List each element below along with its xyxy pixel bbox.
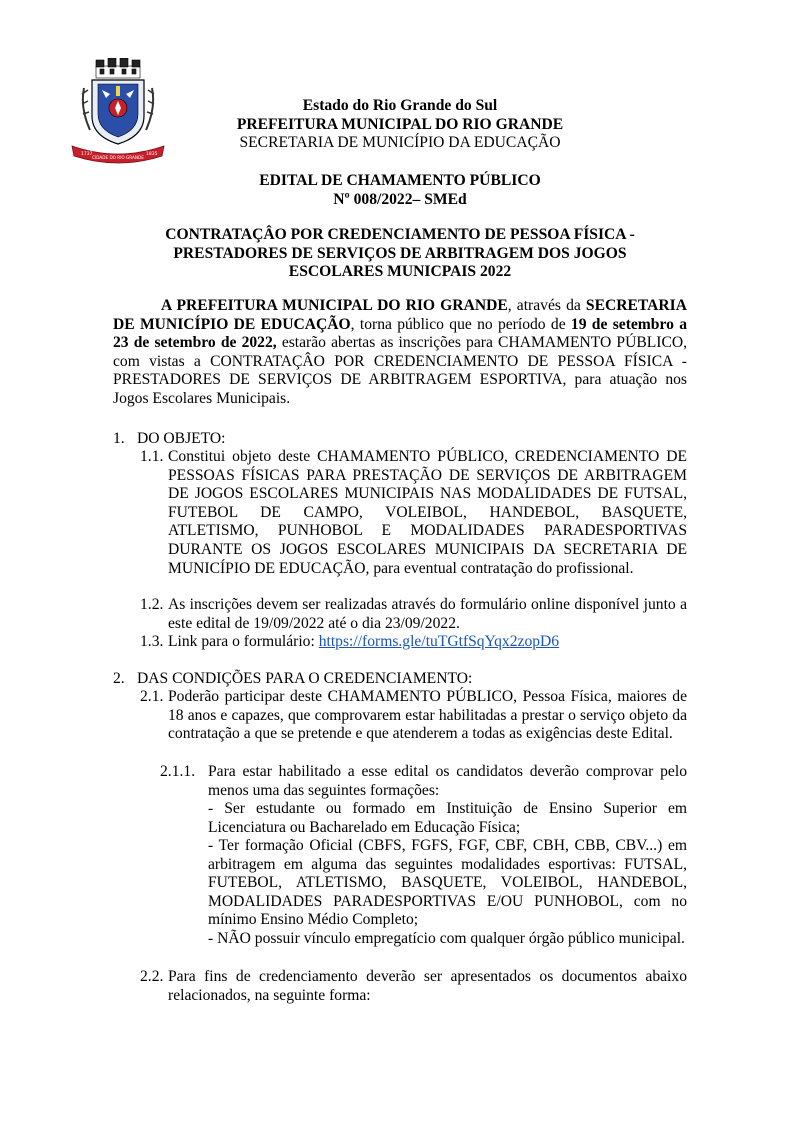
item-text: Constitui objeto deste CHAMAMENTO PÚBLICO, CREDENCIAMENTO DE PESSOAS FÍSICAS PARA PRESTAÇÃO DE SERVIÇOS DE ARBITRAGEM DE JOGOS ESCOLARES MUNICIPAIS NAS MODALIDADES DE FUTSAL, FUTEBOL DE CAMPO, VOLEIBOL, HANDEBOL, BASQUETE, ATLETISMO, PUNHOBOL E MODALIDADES PARADESPORTIVAS DURANTE OS JOGOS ESCOLARES MUNICIPAIS DA SECRETARIA DE MUNICÍPIO DE EDUCAÇÃO, para eventual contratação do profissional. [168, 448, 687, 577]
intro-text-1: , através da [507, 297, 586, 314]
item-number: 1.1. [140, 448, 164, 465]
section-number: 2. [113, 670, 125, 687]
edital-title [150, 172, 650, 209]
header-secretaria: SECRETARIA DE MUNICÍPIO DA EDUCAÇÃO [239, 134, 561, 151]
intro-bold-dates: 19 de setembro a 23 de setembro de 2022, [113, 315, 687, 352]
item-text: Para estar habilitado a esse edital os candidatos deverão comprovar pelo menos uma das seguintes formações: [208, 763, 687, 799]
requirement-bullet: - Ter formação Oficial (CBFS, FGFS, FGF, CBF, CBH, CBB, CBV...) em arbitragem em alguma das seguintes modalidades esportivas: FUTSAL, FUTEBOL, ATLETISMO, BASQUETE, VOLEIBOL, HANDEBOL, MODALIDADES PARADESPORTIVAS E/OU PUNHOBOL, com no mínimo Ensino Médio Completo; [208, 837, 687, 929]
item-text-label: Link para o formulário: [168, 633, 319, 650]
edital-title-line1: EDITAL DE CHAMAMENTO PÚBLICO [259, 172, 541, 189]
form-link[interactable]: https://forms.gle/tuTGtfSqYqx2zopD6 [318, 633, 560, 650]
item-text: Para fins de credenciamento deverão ser apresentados os documentos abaixo relacionados, na seguinte forma: [168, 968, 687, 1004]
edital-subject [130, 226, 670, 282]
item-2-1 [140, 688, 687, 744]
header-state: Estado do Rio Grande do Sul [302, 97, 498, 114]
item-text [168, 633, 687, 652]
item-1-1 [140, 448, 687, 578]
item-number: 2.2. [140, 968, 164, 985]
item-text: Poderão participar deste CHAMAMENTO PÚBLICO, Pessoa Física, maiores de 18 anos e capazes, que comprovarem estar habilitadas a prestar o serviço objeto da contratação a que se pretende e que atenderem a todas as exigências deste Edital. [168, 688, 687, 743]
edital-number: Nº 008/2022– SMEd [333, 190, 467, 208]
intro-paragraph [113, 297, 687, 409]
crest-ribbon-right-year: 1835 [146, 152, 158, 157]
item-2-2 [140, 968, 687, 1005]
document-header [150, 97, 650, 153]
item-number: 1.3. [140, 633, 164, 650]
item-number: 2.1.1. [160, 763, 196, 780]
crest-ribbon-motto: CIDADE DO RIO GRANDE [92, 155, 144, 160]
section-2-heading [113, 670, 688, 689]
item-1-2 [140, 596, 687, 633]
intro-bold-secretaria: SECRETARIA DE MUNICÍPIO DE EDUCAÇÃO [113, 297, 687, 333]
section-1-heading [113, 430, 688, 449]
section-title: DO OBJETO: [137, 430, 226, 447]
subject-line2: PRESTADORES DE SERVIÇOS DE ARBITRAGEM DOS JOGOS [173, 244, 627, 262]
subject-line3: ESCOLARES MUNICPAIS 2022 [288, 263, 512, 280]
requirement-bullet: - NÃO possuir vínculo empregatício com qualquer órgão público municipal. [208, 930, 685, 947]
intro-bold-prefeitura: A PREFEITURA MUNICIPAL DO RIO GRANDE [161, 297, 508, 314]
item-1-3 [140, 633, 687, 652]
subject-line1: CONTRATAÇÂO POR CREDENCIAMENTO DE PESSOA FÍSICA - [165, 226, 635, 243]
intro-text-2: , torna público que no período de [350, 315, 571, 333]
item-2-1-1 [160, 763, 687, 800]
section-title: DAS CONDIÇÕES PARA O CREDENCIAMENTO: [137, 670, 473, 687]
item-number: 1.2. [140, 596, 164, 613]
section-number: 1. [113, 430, 125, 447]
item-number: 2.1. [140, 688, 164, 705]
crest-ribbon-left-year: 1737 [81, 152, 93, 157]
intro-text-3: estarão abertas as inscrições para CHAMAMENTO PÚBLICO, com vistas a CONTRATAÇÂO POR CREDENCIAMENTO DE PESSOA FÍSICA - PRESTADORES DE SERVIÇOS DE ARBITRAGEM ESPORTIVA, para atuação nos Jogos Escolares Municipais. [113, 334, 688, 407]
requirement-bullet: - Ser estudante ou formado em Instituição de Ensino Superior em Licenciatura ou Bacharelado em Educação Física; [208, 800, 687, 836]
item-text: As inscrições devem ser realizadas através do formulário online disponível junto a este edital de 19/09/2022 até o dia 23/09/2022. [168, 596, 687, 632]
header-prefeitura: PREFEITURA MUNICIPAL DO RIO GRANDE [236, 115, 564, 133]
